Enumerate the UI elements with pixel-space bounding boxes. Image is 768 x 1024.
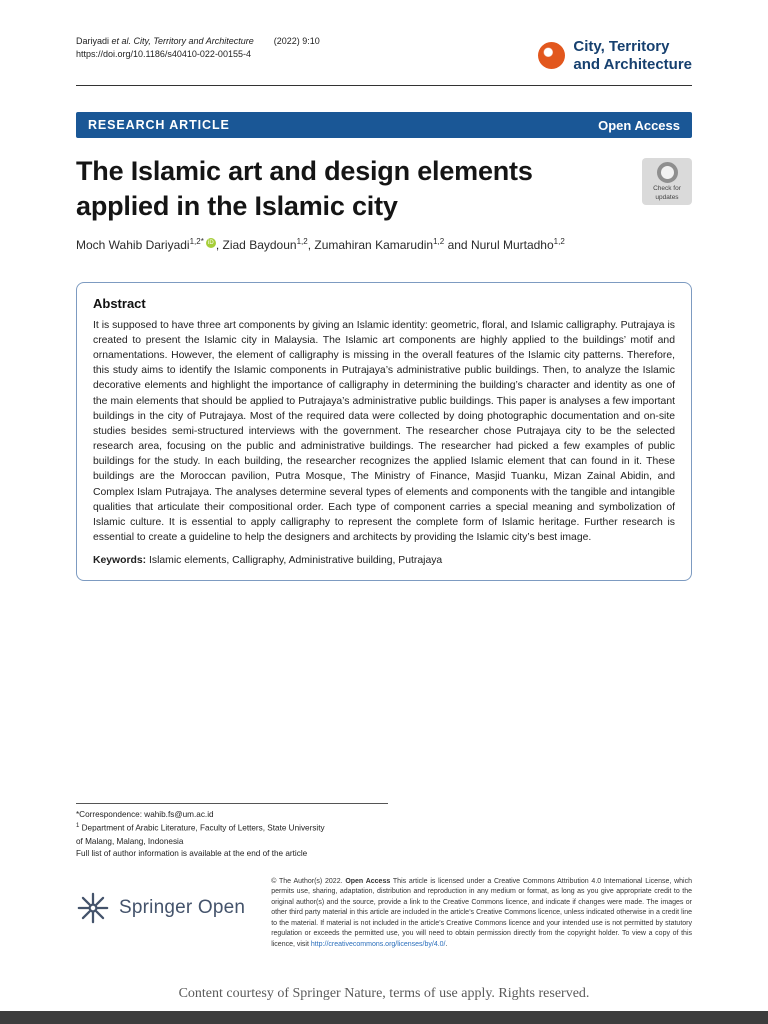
article-type-banner: [76, 112, 692, 138]
correspondence-label: *Correspondence:: [76, 810, 145, 820]
abstract-body: It is supposed to have three art components by giving an Islamic identity: geometric, floral, and Islamic calligraphy. Putrajaya is created to present the Islamic city in Malaysia. The Islamic art components are highly applied to the buildings’ motif and ornamentations. However, the element of calligraphy is missing in the overall features of the Islamic city patterns. Therefore, this study aims to identify the Islamic components in Putrajaya’s administrative public buildings. Then, to analyze the Islamic decorative elements and highlight the importance of calligraphy in determining the building’s character and identity as one of the main elements that should be applied to Putrajaya’s administrative public buildings. This paper is analyses a few important buildings in the city of Putrajaya. Most of the required data were collected by doing photographic documentation and on-site studies besides semi-structured interviews with the government. The researcher chose Putrajaya city to be the selected research area, focusing on the public and administrative buildings. The researcher had picked a few examples of public buildings for the study. In each building, the researcher recognizes the applied Islamic element that can found in it. These buildings are the Moroccan pavilion, Putra Mosque, The Ministry of Finance, Masjid Tuanku, Mizan Zainal Abidin, and Complex Islam Putrajaya. The analyses determine several types of elements and components with the tangible and intangible qualities that articulate their compositional order. Each type of component carries a special meaning and symbolization of Islamic culture. It is essential to apply calligraphy to represent the complete form of Islamic heritage. Further research is essential to create a guideline to help the designers and architects by providing the Islamic city’s best image.: [93, 319, 675, 544]
author-info-note: Full list of author information is available at the end of the article: [76, 849, 308, 859]
citation-block: [76, 36, 320, 59]
author-name: Zumahiran Kamarudin: [314, 237, 434, 252]
springer-open-logo[interactable]: [76, 891, 245, 925]
title-row: [76, 154, 692, 224]
footnote-divider: [76, 803, 388, 804]
doi-link[interactable]: https://doi.org/10.1186/s40410-022-00155-4: [76, 49, 251, 59]
citation-author: Dariyadi: [76, 36, 112, 46]
license-body: This article is licensed under a Creative Commons Attribution 4.0 International License, which permits use, sharing, adaptation, distribution and reproduction in any medium or format, as long as you give appropriate credit to the original author(s) and the source, provide a link to the Creative Commons licence, and indicate if changes were made. The images or other third party material in this article are included in the article’s Creative Commons licence, unless indicated otherwise in a credit line to the material. If material is not included in the article’s Creative Commons licence and your intended use is not permitted by statutory regulation or exceeds the permitted use, you will need to obtain permission directly from the copyright holder. To view a copy of this licence, visit: [271, 877, 692, 948]
viewer-bottom-strip: [0, 1011, 768, 1024]
abstract-heading: Abstract: [93, 295, 146, 311]
author-separator: ,: [307, 237, 315, 252]
journal-name-line1: City, Territory: [573, 38, 670, 55]
citation-line: [76, 36, 320, 46]
journal-logo-icon: [538, 42, 565, 69]
springer-open-wordmark: Springer Open: [119, 896, 246, 918]
license-copyright: © The Author(s) 2022.: [271, 877, 346, 885]
affiliation-sup: 1: [76, 823, 80, 830]
affiliation-line2: of Malang, Malang, Indonesia: [76, 836, 184, 846]
journal-name-line2: and Architecture: [573, 55, 692, 73]
author-name: Ziad Baydoun: [222, 237, 297, 252]
crossmark-icon: [657, 162, 678, 183]
journal-logo: [538, 38, 692, 73]
license-end: .: [445, 940, 448, 948]
author-name: Moch Wahib Dariyadi: [76, 237, 190, 252]
open-access-label: Open Access: [598, 117, 680, 133]
article-title: The Islamic art and design elements applied in the Islamic city: [76, 156, 533, 222]
correspondence-line: [76, 809, 692, 822]
publisher-row: [76, 877, 692, 951]
keywords-text: Islamic elements, Calligraphy, Administrative building, Putrajaya: [149, 555, 443, 567]
orcid-icon[interactable]: iD: [206, 238, 216, 248]
author-affiliation-sup: 1,2: [296, 236, 308, 246]
correspondence-email[interactable]: wahib.fs@um.ac.id: [144, 810, 214, 820]
author-affiliation-sup: 1,2: [553, 236, 565, 246]
author-list: [76, 237, 692, 252]
author-name: Nurul Murtadho: [470, 237, 554, 252]
author-separator: and: [444, 237, 471, 252]
courtesy-line: Content courtesy of Springer Nature, terms of use apply. Rights reserved.: [178, 986, 590, 1001]
check-for-updates-label: [644, 185, 690, 201]
springer-open-icon: [76, 891, 110, 925]
check-line1: Check for: [653, 185, 681, 193]
author-separator: ,: [215, 237, 223, 252]
footnotes: [76, 803, 692, 861]
citation-journal: et al. City, Territory and Architecture: [111, 36, 254, 46]
article-type-label: RESEARCH ARTICLE: [88, 118, 230, 133]
author-affiliation-sup: 1,2*: [189, 236, 204, 246]
license-open-access: Open Access: [345, 877, 391, 885]
check-line2: updates: [655, 193, 679, 201]
header-divider: [76, 85, 692, 86]
citation-ref: (2022) 9:10: [273, 36, 320, 46]
journal-logo-text: [573, 38, 692, 73]
check-for-updates-badge[interactable]: [642, 158, 692, 204]
author-affiliation-sup: 1,2: [433, 236, 445, 246]
keywords-label: Keywords:: [93, 555, 147, 567]
affiliation-text: Department of Arabic Literature, Faculty of Letters, State University: [79, 823, 325, 833]
page-header: [76, 36, 692, 73]
affiliation-line: [76, 822, 692, 835]
abstract-section: [76, 282, 692, 582]
keywords-line: [93, 555, 675, 566]
cc-license-link[interactable]: http://creativecommons.org/licenses/by/4.0/: [310, 940, 446, 948]
license-text: [271, 877, 692, 951]
